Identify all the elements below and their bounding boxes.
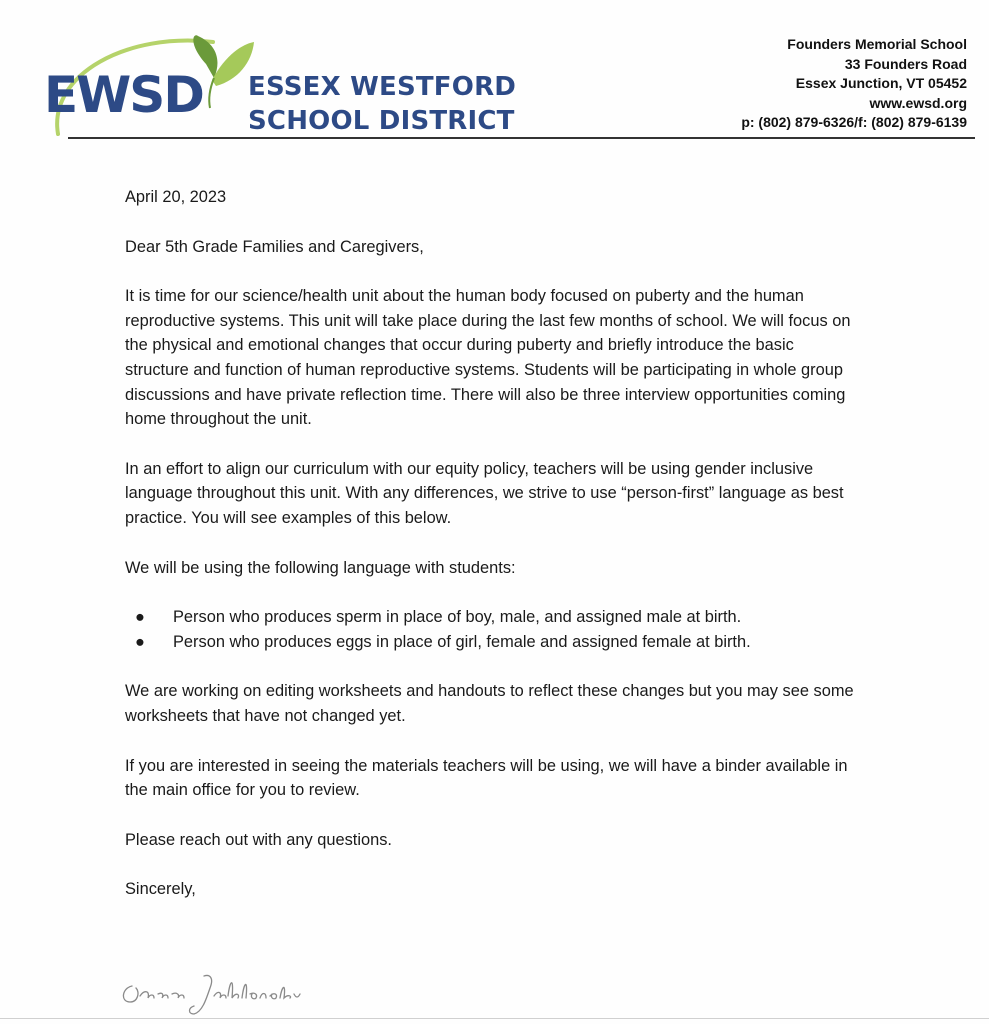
salutation: Dear 5th Grade Families and Caregivers, <box>125 237 424 256</box>
letter-date: April 20, 2023 <box>125 188 227 206</box>
school-city: Essex Junction, VT 05452 <box>795 75 967 92</box>
paragraph-language-intro: We will be using the following language with students: <box>125 558 516 577</box>
district-logo <box>38 34 538 146</box>
bullet-icon: ● <box>135 632 145 651</box>
paragraph-worksheets: We are working on editing worksheets and handouts to reflect these changes but you may see some worksheets that have not changed yet. <box>125 682 854 725</box>
paragraph-unit-intro: It is time for our science/health unit about the human body focused on puberty and the human reproductive systems. This unit will take place during the last few months of school. We will focus on the physical and emotional changes that occur during puberty and briefly introduce the basic structure and function of human reproductive systems. Students will be participating in whole group discussions and have private reflection time. There will also be three interview opportunities coming home throughout the unit. <box>125 287 851 429</box>
contact-block <box>741 35 967 133</box>
logo-abbreviation: EWSD <box>44 66 203 124</box>
list-item <box>135 630 855 655</box>
district-name-line2: SCHOOL DISTRICT <box>248 106 515 136</box>
paragraph-binder: If you are interested in seeing the materials teachers will be using, we will have a binder available in the main office for you to review. <box>125 756 848 800</box>
paragraph-equity-policy: In an effort to align our curriculum with our equity policy, teachers will be using gender inclusive language throughout this unit. With any differences, we strive to use “person-first” language as best practice. You will see examples of this below. <box>125 459 844 527</box>
school-street: 33 Founders Road <box>844 55 967 72</box>
handwritten-signature <box>118 968 318 1020</box>
bottom-divider <box>0 1018 989 1019</box>
district-name-line1: ESSEX WESTFORD <box>248 72 517 102</box>
leaf-stem <box>209 78 214 108</box>
school-website: www.ewsd.org <box>869 94 967 111</box>
paragraph-questions: Please reach out with any questions. <box>125 830 392 849</box>
list-item <box>135 605 855 630</box>
letter-body <box>125 185 855 927</box>
header-divider <box>68 137 975 139</box>
bullet-icon: ● <box>135 608 145 627</box>
closing: Sincerely, <box>125 880 196 899</box>
signature-graphic <box>118 968 318 1020</box>
list-item-text: Person who produces eggs in place of girl, female and assigned female at birth. <box>173 632 751 651</box>
school-phone-fax: p: (802) 879-6326/f: (802) 879-6139 <box>741 114 967 131</box>
list-item-text: Person who produces sperm in place of boy, male, and assigned male at birth. <box>173 608 742 627</box>
school-name: Founders Memorial School <box>787 36 967 52</box>
language-list <box>125 605 855 654</box>
